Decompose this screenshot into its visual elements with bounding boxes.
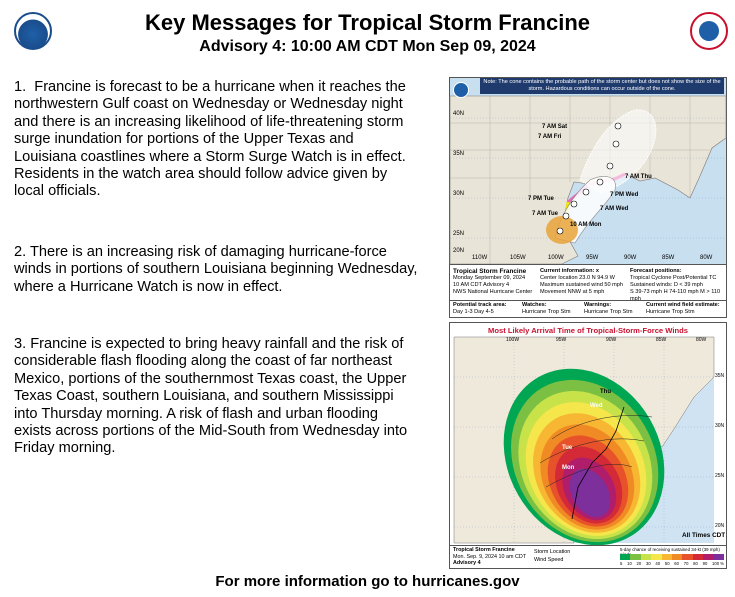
legend-storm-name: Tropical Storm Francine <box>453 268 527 275</box>
scale-label: 50 <box>664 561 670 566</box>
lon-label: 80W <box>696 337 707 343</box>
cone-note: Note: The cone contains the probable path of the storm center but does not show the size of the storm. Hazardous conditions can occur outside of the cone. <box>480 78 724 94</box>
scale-label: 90 <box>702 561 708 566</box>
scale-label: 80 <box>693 561 698 566</box>
lon-label: 85W <box>656 337 667 343</box>
legend-date: Monday September 09, 2024 <box>453 275 526 281</box>
noaa-small-icon <box>453 82 469 98</box>
arrival-legend-wind-speed: Wind Speed <box>534 557 564 563</box>
scale-swatch <box>630 554 640 560</box>
scale-swatch <box>620 554 630 560</box>
lon-label: 95W <box>586 255 599 261</box>
arrival-legend-storm: Tropical Storm Francine <box>453 547 515 553</box>
scale-label: 70 <box>683 561 689 566</box>
lat-label: 20N <box>453 248 465 254</box>
cone-point-label: 10 AM Mon <box>570 222 602 228</box>
lon-label: 90W <box>606 337 617 343</box>
lon-label: 90W <box>624 255 637 261</box>
lon-label: 100W <box>548 255 564 261</box>
scale-label: 60 <box>674 561 679 566</box>
arrival-legend-date: Mon. Sep. 9, 2024 10 am CDT <box>453 553 527 560</box>
arrival-legend-scale-caption: 5-day chance of receiving sustained 34-kt (39 mph) <box>620 547 720 552</box>
arrival-day-label: Mon <box>562 465 575 471</box>
legend-forecast-line: Sustained winds: D < 39 mph <box>630 282 703 288</box>
legend-movement: Movement NNW at 5 mph <box>540 289 605 295</box>
lat-label: 30N <box>453 191 465 197</box>
lon-label: 80W <box>700 255 713 261</box>
scale-label: 10 <box>627 561 632 566</box>
arrival-day-label: Tue <box>562 445 573 451</box>
legend-warnings-items: Hurricane Trop Stm <box>584 309 633 315</box>
nws-logo-icon <box>690 12 728 50</box>
lat-label: 30N <box>715 423 725 429</box>
footer-link-text: For more information go to hurricanes.gov <box>215 573 520 590</box>
legend-track-title: Potential track area: <box>453 302 507 308</box>
scale-label: 40 <box>655 561 661 566</box>
legend-track-items: Day 1-3 Day 4-5 <box>453 309 494 315</box>
arrival-map-legend <box>449 545 727 569</box>
scale-swatch <box>651 554 661 560</box>
probability-scale-labels <box>620 561 724 566</box>
legend-forecast-line: S 39-73 mph H 74-110 mph M > 110 mph <box>630 289 721 302</box>
key-message-1: 1. Francine is forecast to be a hurricane when it reaches the northwestern Gulf coast on Wednesday or Wednesday night and there is an increasing likelihood of life-threatening storm surge inundation for portions of the Upper Texas and Louisiana coastlines where a Storm Surge Watch is in effect. Residents in the watch area should follow advice given by local officials. <box>14 79 414 200</box>
scale-swatch <box>641 554 651 560</box>
lat-label: 20N <box>715 523 725 529</box>
arrival-map-title: Most Likely Arrival Time of Tropical-Storm-Force Winds <box>488 326 688 335</box>
lat-label: 25N <box>715 473 725 479</box>
lat-label: 35N <box>715 373 725 379</box>
scale-label: 30 <box>645 561 651 566</box>
cone-point-label: 7 AM Tue <box>532 211 559 217</box>
cone-point-label: 7 AM Thu <box>625 174 652 180</box>
lon-label: 85W <box>662 255 675 261</box>
arrival-legend-storm-location: Storm Location <box>534 549 571 555</box>
lon-label: 100W <box>506 337 520 343</box>
legend-advisory: 10 AM CDT Advisory 4 <box>453 282 510 288</box>
legend-forecast-title: Forecast positions: <box>630 268 682 274</box>
legend-current-info-title: Current information: x <box>540 268 600 274</box>
legend-wind-title: Current wind field estimate: <box>646 302 720 308</box>
legend-warnings-title: Warnings: <box>584 302 612 308</box>
page-subtitle: Advisory 4: 10:00 AM CDT Mon Sep 09, 2024 <box>199 38 536 55</box>
key-message-3: 3. Francine is expected to bring heavy rainfall and the risk of considerable flash flooding along the coast of far northeast Mexico, portions of the southernmost Texas coast, the Upper Texas Coast, southern Louisiana, and southern Mississippi into Thursday morning. A risk of flash and urban flooding exists across portions of the Mid-South from Wednesday into Friday morning. <box>14 336 412 457</box>
probability-scale-bar <box>620 554 724 560</box>
legend-watches-title: Watches: <box>522 302 547 308</box>
legend-max-wind: Maximum sustained wind 50 mph <box>540 282 624 288</box>
scale-label: 5 <box>620 561 623 566</box>
cone-point-label: 7 AM Sat <box>542 124 568 130</box>
lat-label: 40N <box>453 111 465 117</box>
arrival-time-map <box>449 322 727 546</box>
lon-label: 95W <box>556 337 567 343</box>
forecast-cone-map <box>449 77 727 265</box>
cone-point-label: 7 PM Wed <box>610 192 639 198</box>
lon-label: 105W <box>510 255 526 261</box>
arrival-day-label: Thu <box>600 389 611 395</box>
page-title: Key Messages for Tropical Storm Francine <box>144 10 591 35</box>
cone-map-graphic <box>450 78 726 264</box>
lat-label: 35N <box>453 151 465 157</box>
cone-map-legend <box>449 264 727 318</box>
scale-swatch <box>693 554 703 560</box>
arrival-legend-advisory: Advisory 4 <box>453 560 481 567</box>
lat-label: 25N <box>453 231 465 237</box>
legend-forecast-line: Tropical Cyclone Post/Potential TC <box>630 275 717 281</box>
legend-watches-items: Hurricane Trop Stm <box>522 309 571 315</box>
scale-swatch <box>682 554 692 560</box>
key-message-2: 2. There is an increasing risk of damaging hurricane-force winds in portions of southern Louisiana beginning Wednesday, where a Hurricane Watch is now in effect. <box>14 244 422 295</box>
lon-label: 110W <box>472 255 488 261</box>
scale-swatch <box>672 554 682 560</box>
cone-point-label: 7 PM Tue <box>528 196 554 202</box>
cone-point-label: 7 AM Fri <box>538 134 562 140</box>
scale-label: 100 % <box>712 561 724 566</box>
scale-label: 20 <box>636 561 642 566</box>
scale-swatch <box>714 554 724 560</box>
arrival-day-label: Wed <box>590 403 603 409</box>
scale-swatch <box>703 554 713 560</box>
legend-center: NWS National Hurricane Center <box>453 289 533 295</box>
cone-point-label: 7 AM Wed <box>600 206 629 212</box>
arrival-times-label: All Times CDT <box>682 532 726 539</box>
legend-wind-items: Hurricane Trop Stm <box>646 309 695 315</box>
scale-swatch <box>662 554 672 560</box>
legend-center-location: Center location 23.0 N 94.9 W <box>540 275 615 281</box>
